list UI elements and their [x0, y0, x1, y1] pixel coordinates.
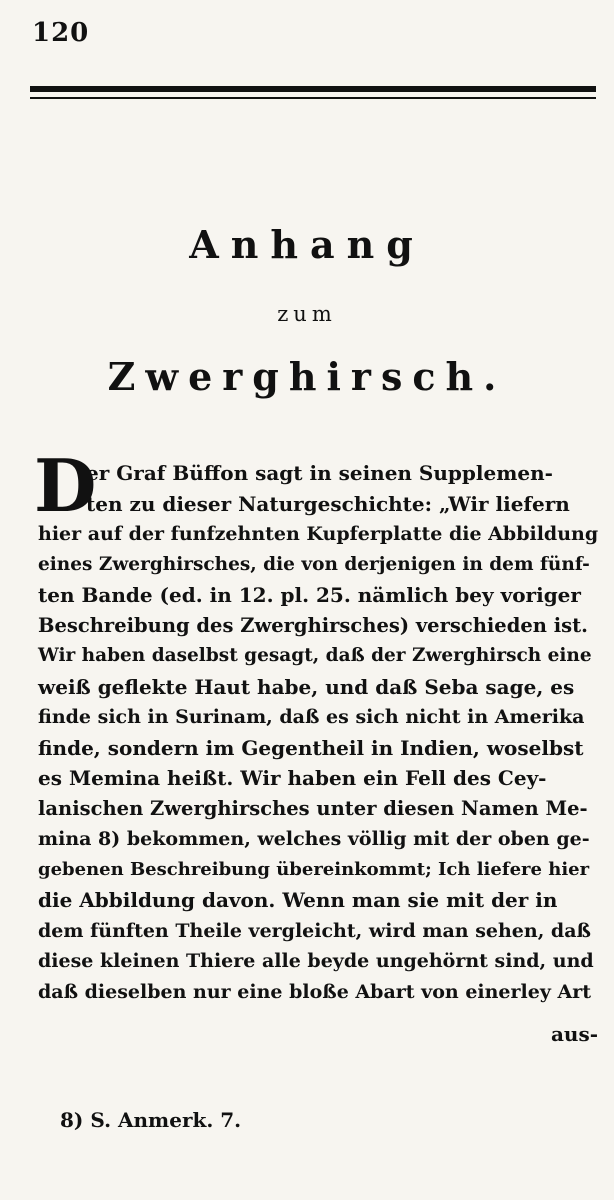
text-line: mina 8) bekommen, welches völlig mit der oben ge- [38, 828, 590, 850]
section-subtitle: zum [277, 302, 337, 326]
text-line: daß dieselben nur eine bloße Abart von einerley Art [38, 980, 592, 1003]
text-line: Beschreibung des Zwerghirsches) verschieden ist. [38, 613, 588, 637]
catchword: aus- [550, 1022, 598, 1046]
text-line: finde, sondern im Gegentheil in Indien, woselbst [38, 735, 584, 760]
text-line: es Memina heißt. Wir haben ein Fell des Cey- [38, 766, 547, 790]
text-line: gebenen Beschreibung übereinkommt; Ich liefere hier [38, 858, 590, 880]
text-line: ten Bande (ed. in 12. pl. 25. nämlich bey voriger [38, 583, 581, 607]
text-line: Wir haben daselbst gesagt, daß der Zwerghirsch eine [38, 645, 592, 666]
header-rule [30, 86, 596, 92]
text-line: eines Zwerghirsches, die von derjenigen in dem fünf- [38, 553, 590, 575]
page-number: 120 [32, 18, 90, 48]
text-line: hier auf der funfzehnten Kupferplatte die Abbildung [38, 523, 599, 545]
text-line: diese kleinen Thiere alle beyde ungehörnt sind, und [38, 950, 594, 972]
text-line: dem fünften Theile vergleicht, wird man sehen, daß [38, 919, 591, 942]
text-line: finde sich in Surinam, daß es sich nicht in Amerika [38, 706, 585, 728]
text-line: lanischen Zwerghirsches unter diesen Namen Me- [38, 796, 588, 820]
text-line: er Graf Büffon sagt in seinen Supplemen- [86, 461, 553, 485]
text-line: die Abbildung davon. Wenn man sie mit der in [38, 888, 558, 912]
header-rule-thin [30, 97, 596, 99]
text-line: weiß geflekte Haut habe, und daß Seba sage, es [38, 674, 575, 699]
text-line: ten zu dieser Naturgeschichte: „Wir liefern [86, 491, 570, 516]
section-subject: Zwerghirsch. [107, 354, 507, 399]
footnote: 8) S. Anmerk. 7. [60, 1108, 242, 1132]
body-paragraph [34, 443, 599, 1007]
drop-cap: D [34, 443, 97, 528]
section-title: Anhang [189, 222, 425, 267]
